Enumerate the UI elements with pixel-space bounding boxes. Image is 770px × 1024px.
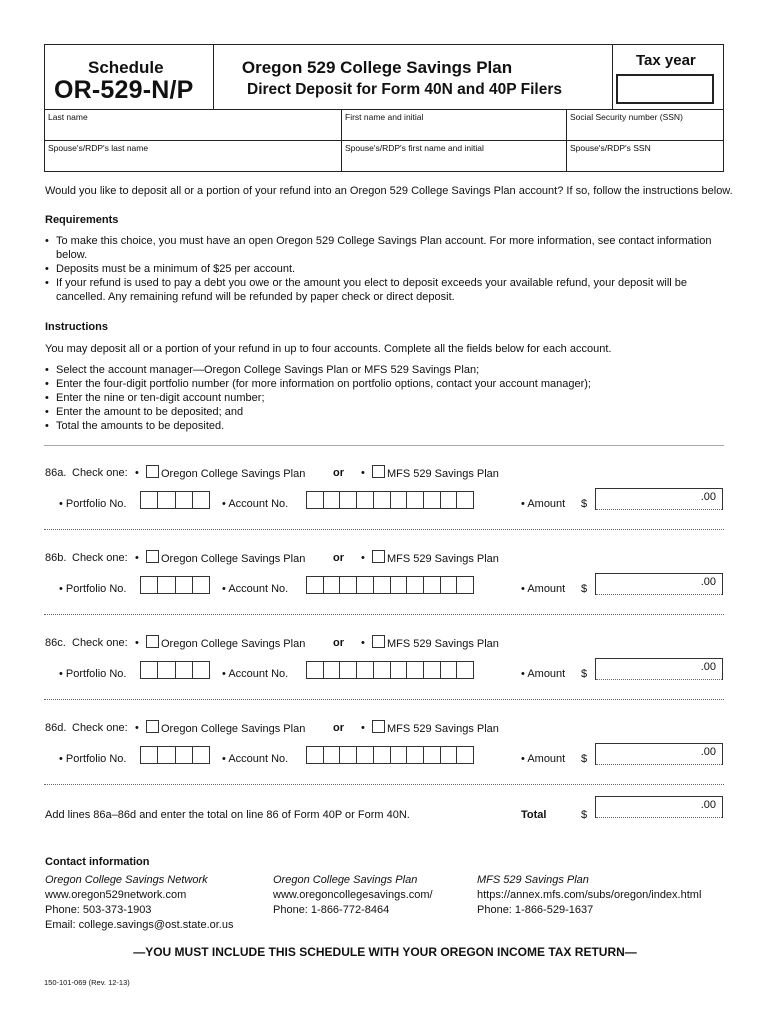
bullet: • bbox=[135, 722, 139, 734]
or-label: or bbox=[333, 467, 344, 479]
portfolio-label: • Portfolio No. bbox=[59, 753, 127, 765]
option-label: MFS 529 Savings Plan bbox=[387, 723, 499, 735]
cents-label: .00 bbox=[700, 661, 716, 673]
last-name-field[interactable]: Last name bbox=[48, 112, 88, 122]
contact-phone: Phone: 1-866-772-8464 bbox=[273, 904, 390, 916]
divider bbox=[44, 445, 724, 446]
contact-url[interactable]: www.oregoncollegesavings.com/ bbox=[273, 889, 433, 901]
contact-column bbox=[273, 873, 433, 918]
tax-year-label: Tax year bbox=[636, 52, 696, 69]
total-label: Total bbox=[521, 809, 547, 821]
list-item: • Total the amounts to be deposited. bbox=[45, 419, 725, 433]
check-one-label: Check one: bbox=[72, 552, 128, 564]
first-name-field[interactable]: First name and initial bbox=[345, 112, 424, 122]
tax-year-input[interactable] bbox=[616, 74, 714, 104]
account-label: • Account No. bbox=[222, 753, 289, 765]
schedule-label: Schedule bbox=[88, 58, 164, 77]
portfolio-text: Portfolio No. bbox=[65, 583, 127, 595]
list-item: • If your refund is used to pay a debt you owe or the amount you elect to deposit exceeds your available refund, your deposit will be cancelled. Any remaining refund will be refunded by paper check or direct deposit. bbox=[45, 276, 717, 304]
cents-label: .00 bbox=[700, 799, 716, 811]
list-item: • Enter the nine or ten-digit account number; bbox=[45, 391, 725, 405]
contact-name: MFS 529 Savings Plan bbox=[477, 874, 589, 886]
option-label: MFS 529 Savings Plan bbox=[387, 553, 499, 565]
contact-name: Oregon College Savings Plan bbox=[273, 874, 418, 886]
line-number: 86d. bbox=[45, 722, 67, 734]
dollar-sign: $ bbox=[581, 668, 588, 680]
ssn-field[interactable]: Social Security number (SSN) bbox=[570, 112, 683, 122]
bullet: • bbox=[361, 637, 365, 649]
portfolio-label: • Portfolio No. bbox=[59, 498, 127, 510]
list-item: • Select the account manager—Oregon College Savings Plan or MFS 529 Savings Plan; bbox=[45, 363, 725, 377]
check-one-label: Check one: bbox=[72, 722, 128, 734]
checkbox[interactable] bbox=[146, 635, 159, 648]
mfs-plan-option[interactable] bbox=[372, 465, 499, 481]
account-text: Account No. bbox=[228, 583, 289, 595]
divider bbox=[44, 529, 724, 530]
amount-label: • Amount bbox=[521, 498, 566, 510]
amount-label: • Amount bbox=[521, 668, 566, 680]
list-item: • Enter the amount to be deposited; and bbox=[45, 405, 725, 419]
account-number-input[interactable] bbox=[306, 661, 474, 679]
contact-heading: Contact information bbox=[45, 856, 150, 868]
portfolio-text: Portfolio No. bbox=[65, 753, 127, 765]
divider bbox=[44, 699, 724, 700]
option-label: Oregon College Savings Plan bbox=[161, 723, 306, 735]
form-number: OR-529-N/P bbox=[54, 76, 194, 104]
instructions-list bbox=[45, 363, 725, 433]
checkbox[interactable] bbox=[146, 465, 159, 478]
spouse-ssn-field[interactable]: Spouse's/RDP's SSN bbox=[570, 143, 651, 153]
contact-phone: Phone: 503-373-1903 bbox=[45, 904, 152, 916]
checkbox[interactable] bbox=[372, 635, 385, 648]
contact-column bbox=[45, 873, 233, 933]
instructions-intro: You may deposit all or a portion of your refund in up to four accounts. Complete all the fields below for each account. bbox=[45, 343, 612, 355]
or-label: or bbox=[333, 722, 344, 734]
bullet: • bbox=[361, 552, 365, 564]
account-text: Account No. bbox=[228, 668, 289, 680]
account-text: Account No. bbox=[228, 753, 289, 765]
account-label: • Account No. bbox=[222, 583, 289, 595]
mfs-plan-option[interactable] bbox=[372, 720, 499, 736]
contact-column bbox=[477, 873, 701, 918]
account-number-input[interactable] bbox=[306, 576, 474, 594]
amount-input[interactable] bbox=[595, 658, 723, 680]
revision-number: 150-101-069 (Rev. 12-13) bbox=[44, 978, 130, 987]
spouse-first-name-field[interactable]: Spouse's/RDP's first name and initial bbox=[345, 143, 484, 153]
portfolio-number-input[interactable] bbox=[140, 491, 210, 509]
dollar-sign: $ bbox=[581, 753, 588, 765]
line-number: 86c. bbox=[45, 637, 66, 649]
portfolio-number-input[interactable] bbox=[140, 576, 210, 594]
oregon-plan-option[interactable] bbox=[146, 720, 305, 736]
portfolio-label: • Portfolio No. bbox=[59, 583, 127, 595]
line-number: 86a. bbox=[45, 467, 67, 479]
check-one-label: Check one: bbox=[72, 637, 128, 649]
oregon-plan-option[interactable] bbox=[146, 550, 305, 566]
oregon-plan-option[interactable] bbox=[146, 465, 305, 481]
amount-label: • Amount bbox=[521, 583, 566, 595]
amount-text: Amount bbox=[527, 498, 566, 510]
checkbox[interactable] bbox=[372, 720, 385, 733]
dollar-sign: $ bbox=[581, 498, 588, 510]
option-label: MFS 529 Savings Plan bbox=[387, 468, 499, 480]
cents-label: .00 bbox=[700, 491, 716, 503]
total-dollar-sign: $ bbox=[581, 809, 588, 821]
portfolio-label: • Portfolio No. bbox=[59, 668, 127, 680]
amount-label: • Amount bbox=[521, 753, 566, 765]
amount-text: Amount bbox=[527, 668, 566, 680]
contact-url[interactable]: www.oregon529network.com bbox=[45, 889, 187, 901]
bullet: • bbox=[135, 467, 139, 479]
list-item: • To make this choice, you must have an open Oregon 529 College Savings Plan account. For more information, see contact information below. bbox=[45, 234, 717, 262]
form-subtitle: Direct Deposit for Form 40N and 40P Filers bbox=[247, 81, 562, 98]
account-label: • Account No. bbox=[222, 498, 289, 510]
option-label: MFS 529 Savings Plan bbox=[387, 638, 499, 650]
mfs-plan-option[interactable] bbox=[372, 635, 499, 651]
mfs-plan-option[interactable] bbox=[372, 550, 499, 566]
footer-notice: —YOU MUST INCLUDE THIS SCHEDULE WITH YOUR OREGON INCOME TAX RETURN— bbox=[133, 945, 637, 959]
or-label: or bbox=[333, 552, 344, 564]
account-label: • Account No. bbox=[222, 668, 289, 680]
amount-input[interactable] bbox=[595, 743, 723, 765]
divider bbox=[44, 614, 724, 615]
or-label: or bbox=[333, 637, 344, 649]
amount-text: Amount bbox=[527, 753, 566, 765]
requirements-list bbox=[45, 234, 717, 304]
contact-url[interactable]: https://annex.mfs.com/subs/oregon/index.html bbox=[477, 889, 702, 901]
account-number-input[interactable] bbox=[306, 491, 474, 509]
dollar-sign: $ bbox=[581, 583, 588, 595]
account-text: Account No. bbox=[228, 498, 289, 510]
account-number-input[interactable] bbox=[306, 746, 474, 764]
bullet: • bbox=[135, 552, 139, 564]
bullet: • bbox=[135, 637, 139, 649]
requirements-heading: Requirements bbox=[45, 214, 119, 226]
list-item: • Deposits must be a minimum of $25 per account. bbox=[45, 262, 717, 276]
bullet: • bbox=[361, 722, 365, 734]
portfolio-number-input[interactable] bbox=[140, 661, 210, 679]
total-instruction: Add lines 86a–86d and enter the total on line 86 of Form 40P or Form 40N. bbox=[45, 809, 410, 821]
portfolio-number-input[interactable] bbox=[140, 746, 210, 764]
checkbox[interactable] bbox=[372, 550, 385, 563]
checkbox[interactable] bbox=[146, 720, 159, 733]
intro-text: Would you like to deposit all or a portion of your refund into an Oregon 529 College Savings Plan account? If so, follow the instructions below. bbox=[45, 185, 733, 197]
checkbox[interactable] bbox=[372, 465, 385, 478]
portfolio-text: Portfolio No. bbox=[65, 668, 127, 680]
check-one-label: Check one: bbox=[72, 467, 128, 479]
contact-name: Oregon College Savings Network bbox=[45, 874, 208, 886]
option-label: Oregon College Savings Plan bbox=[161, 468, 306, 480]
cents-label: .00 bbox=[700, 576, 716, 588]
contact-phone: Phone: 1-866-529-1637 bbox=[477, 904, 594, 916]
portfolio-text: Portfolio No. bbox=[65, 498, 127, 510]
oregon-plan-option[interactable] bbox=[146, 635, 305, 651]
instructions-heading: Instructions bbox=[45, 321, 108, 333]
cents-label: .00 bbox=[700, 746, 716, 758]
bullet: • bbox=[361, 467, 365, 479]
amount-input[interactable] bbox=[595, 573, 723, 595]
line-number: 86b. bbox=[45, 552, 67, 564]
checkbox[interactable] bbox=[146, 550, 159, 563]
amount-input[interactable] bbox=[595, 488, 723, 510]
total-amount-input[interactable] bbox=[595, 796, 723, 818]
list-item: • Enter the four-digit portfolio number (for more information on portfolio options, contact your account manager); bbox=[45, 377, 725, 391]
option-label: Oregon College Savings Plan bbox=[161, 553, 306, 565]
contact-email[interactable]: Email: college.savings@ost.state.or.us bbox=[45, 919, 234, 931]
form-title: Oregon 529 College Savings Plan bbox=[241, 58, 513, 77]
option-label: Oregon College Savings Plan bbox=[161, 638, 306, 650]
divider bbox=[44, 784, 724, 785]
spouse-last-name-field[interactable]: Spouse's/RDP's last name bbox=[48, 143, 149, 153]
amount-text: Amount bbox=[527, 583, 566, 595]
